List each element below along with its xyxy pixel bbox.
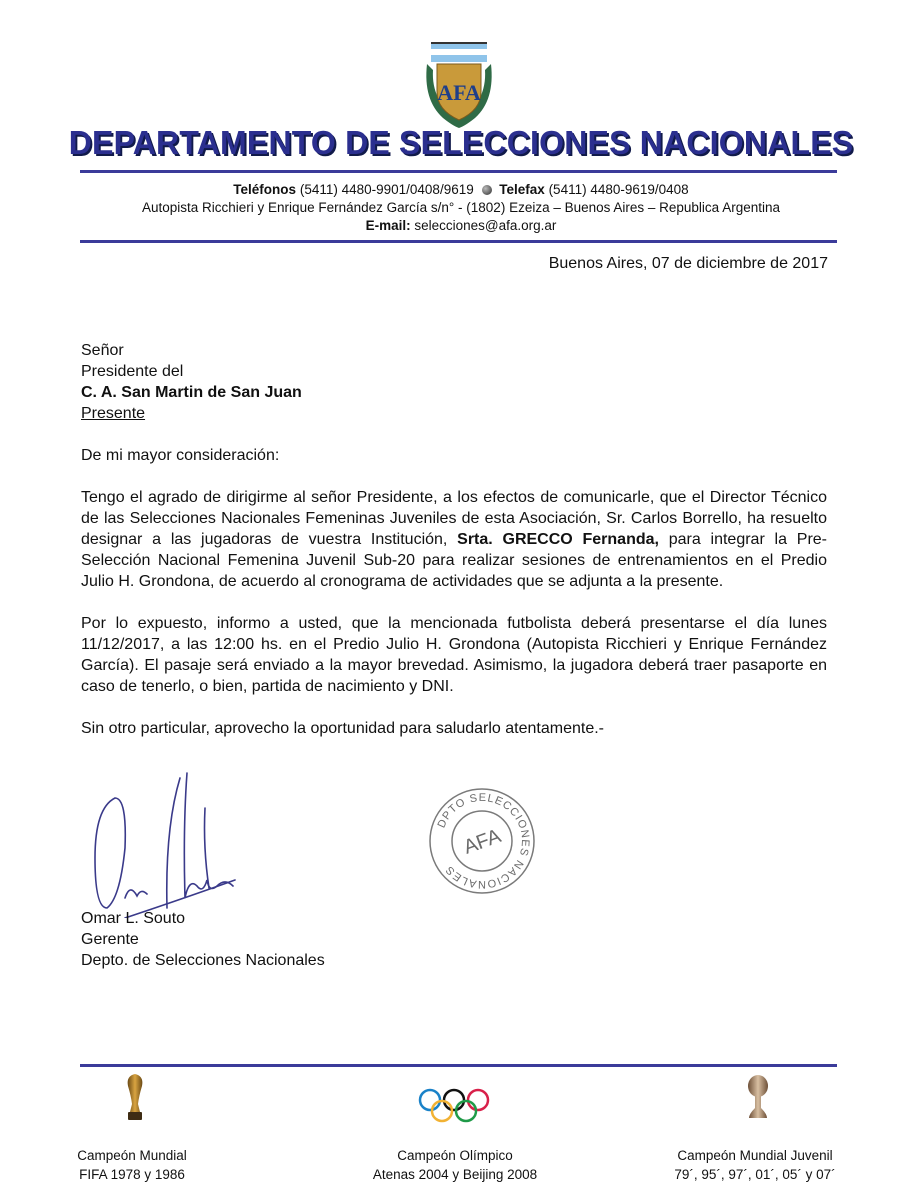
- recipient-salutation: Señor: [81, 342, 124, 359]
- footer-item-detail: 79´, 95´, 97´, 01´, 05´ y 07´: [674, 1167, 836, 1182]
- afa-stamp-icon: [428, 787, 536, 895]
- footer-item-world-cup: [62, 1146, 202, 1184]
- signer-name: Omar L. Souto: [81, 910, 186, 927]
- contact-phones: [0, 181, 922, 199]
- phones-label: Teléfonos: [233, 182, 297, 197]
- letter-date: Buenos Aires, 07 de diciembre de 2017: [548, 255, 828, 272]
- paragraph-designation: [81, 487, 827, 592]
- signer-role: Gerente: [81, 931, 139, 948]
- recipient-block: [81, 340, 827, 424]
- footer-item-title: Campeón Olímpico: [397, 1148, 513, 1163]
- footer-item-olympic: [360, 1146, 550, 1184]
- world-cup-trophy-icon: [124, 1072, 146, 1127]
- fax-label: Telefax: [499, 182, 545, 197]
- footer-item-title: Campeón Mundial: [77, 1148, 187, 1163]
- department-title: DEPARTAMENTO DE SELECCIONES NACIONALES: [68, 124, 854, 161]
- department-stamp: [428, 787, 536, 895]
- paragraph-designation-part2: para integrar la Pre-Selección Nacional Femenina Juvenil Sub-20 para realizar sesiones de entrenamientos en el Predio Julio H. Grondona, de acuerdo al cronograma de actividades que se adjunta a la presente.: [81, 531, 828, 590]
- email-label: E-mail:: [365, 218, 411, 233]
- signer-block: [81, 908, 827, 971]
- header-bottom-divider: [80, 240, 837, 243]
- youth-cup-trophy-icon: [745, 1074, 771, 1127]
- contact-address: Autopista Ricchieri y Enrique Fernández García s/n° - (1802) Ezeiza – Buenos Aires – Republica Argentina: [142, 200, 780, 215]
- handwritten-signature: [85, 768, 245, 918]
- footer-item-title: Campeón Mundial Juvenil: [677, 1148, 833, 1163]
- svg-text:AFA: AFA: [437, 80, 481, 105]
- contact-email: [0, 217, 922, 235]
- phones-value: (5411) 4480-9901/0408/9619: [299, 182, 474, 197]
- footer-divider: [80, 1064, 837, 1067]
- bullet-icon: [482, 185, 492, 195]
- paragraph-instructions: Por lo expuesto, informo a usted, que la mencionada futbolista deberá presentarse el día lunes 11/12/2017, a las 12:00 hs. en el Predio Julio H. Grondona (Autopista Ricchieri y Enrique Fernández García). El pasaje será enviado a la mayor brevedad. Asimismo, la jugadora deberá traer pasaporte en caso de tenerlo, o bien, partida de nacimiento y DNI.: [81, 615, 827, 695]
- header-top-divider: [80, 170, 837, 173]
- paragraph-designation-part1: Tengo el agrado de dirigirme al señor Presidente, a los efectos de comunicarle, que el Director Técnico de las Selecciones Nacionales Femeninas Juveniles de esta Asociación, Sr. Carlos Borrello, ha resuelto designar a las jugadoras de vuestra Institución,: [81, 489, 827, 548]
- footer-item-youth-world-cup: [665, 1146, 845, 1184]
- olympic-rings-icon: [416, 1086, 496, 1131]
- afa-crest-logo: [423, 40, 495, 130]
- svg-text:AFA: AFA: [460, 825, 504, 859]
- recipient-presente: Presente: [81, 405, 146, 422]
- recipient-club: C. A. San Martin de San Juan: [81, 384, 302, 401]
- afa-crest-icon: [423, 40, 495, 130]
- closing-line: Sin otro particular, aprovecho la oportunidad para saludarlo atentamente.-: [81, 720, 604, 737]
- recipient-title: Presidente del: [81, 363, 184, 380]
- fax-value: (5411) 4480-9619/0408: [548, 182, 689, 197]
- player-name: Srta. GRECCO Fernanda,: [457, 531, 659, 548]
- footer-item-detail: FIFA 1978 y 1986: [79, 1167, 185, 1182]
- greeting: De mi mayor consideración:: [81, 447, 280, 464]
- svg-text:DPTO SELECCIONES NACIONALES: DPTO SELECCIONES NACIONALES: [435, 791, 532, 891]
- email-value: selecciones@afa.org.ar: [414, 218, 557, 233]
- footer-item-detail: Atenas 2004 y Beijing 2008: [372, 1167, 538, 1182]
- signer-department: Depto. de Selecciones Nacionales: [81, 952, 325, 969]
- signature-icon: [85, 768, 245, 918]
